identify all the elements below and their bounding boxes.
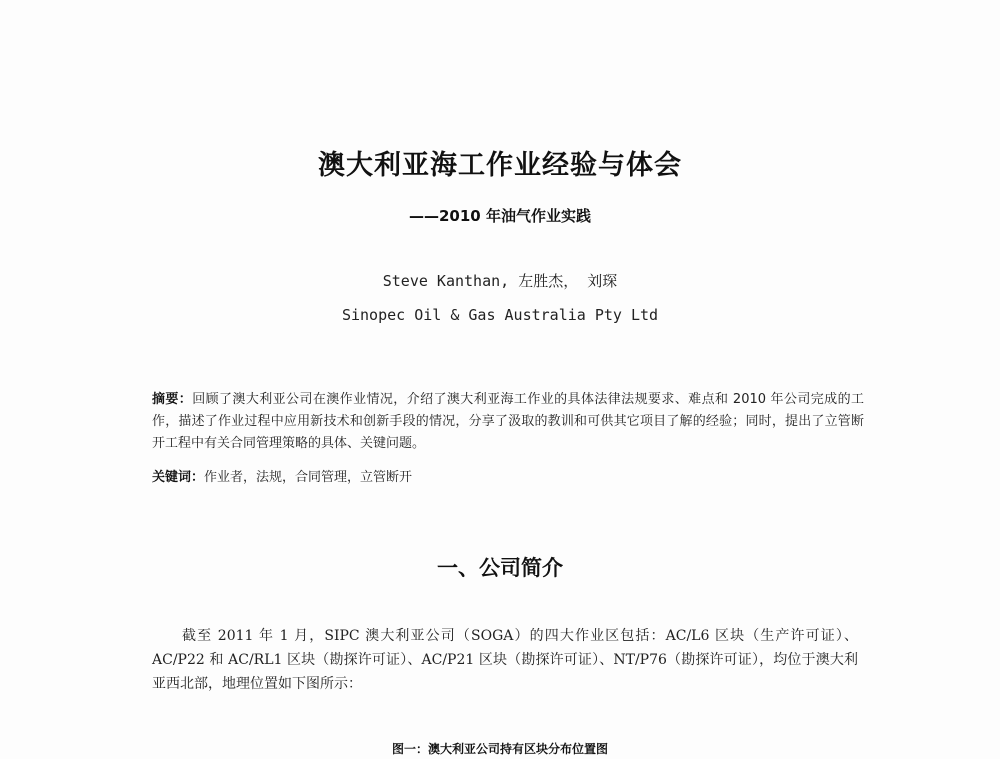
paper-title: 澳大利亚海工作业经验与体会 xyxy=(318,150,682,181)
body-paragraph: 截至 2011 年 1 月，SIPC 澳大利亚公司（SOGA）的四大作业区包括：AC/L6 区块（生产许可证）、AC/P22 和 AC/RL1 区块（勘探许可证）、AC/P21 区块（勘探许可证）、NT/P76（勘探许可证），均位于澳大利亚西北部，地理位置如下图所示： xyxy=(152,628,858,692)
section-heading: 一、公司简介 xyxy=(437,556,563,580)
abstract-block xyxy=(152,389,864,455)
author-list: Steve Kanthan, 左胜杰， 刘琛 xyxy=(382,272,618,290)
keywords-block xyxy=(152,467,864,489)
abstract-text: 回顾了澳大利亚公司在澳作业情况，介绍了澳大利亚海工作业的具体法律法规要求、难点和 2010 年公司完成的工作，描述了作业过程中应用新技术和创新手段的情况，分享了汲取的教训和可供其它项目了解的经验；同时，提出了立管断开工程中有关合同管理策略的具体、关键问题。 xyxy=(152,392,864,451)
author-affiliation: Sinopec Oil & Gas Australia Pty Ltd xyxy=(341,306,659,324)
abstract-label: 摘要： xyxy=(152,392,193,407)
paper-subtitle: ——2010 年油气作业实践 xyxy=(409,207,591,225)
keywords-label: 关键词： xyxy=(152,470,205,485)
keywords-text: 作业者，法规，合同管理，立管断开 xyxy=(204,470,413,485)
figure-caption: 图一：澳大利亚公司持有区块分布位置图 xyxy=(391,742,608,756)
